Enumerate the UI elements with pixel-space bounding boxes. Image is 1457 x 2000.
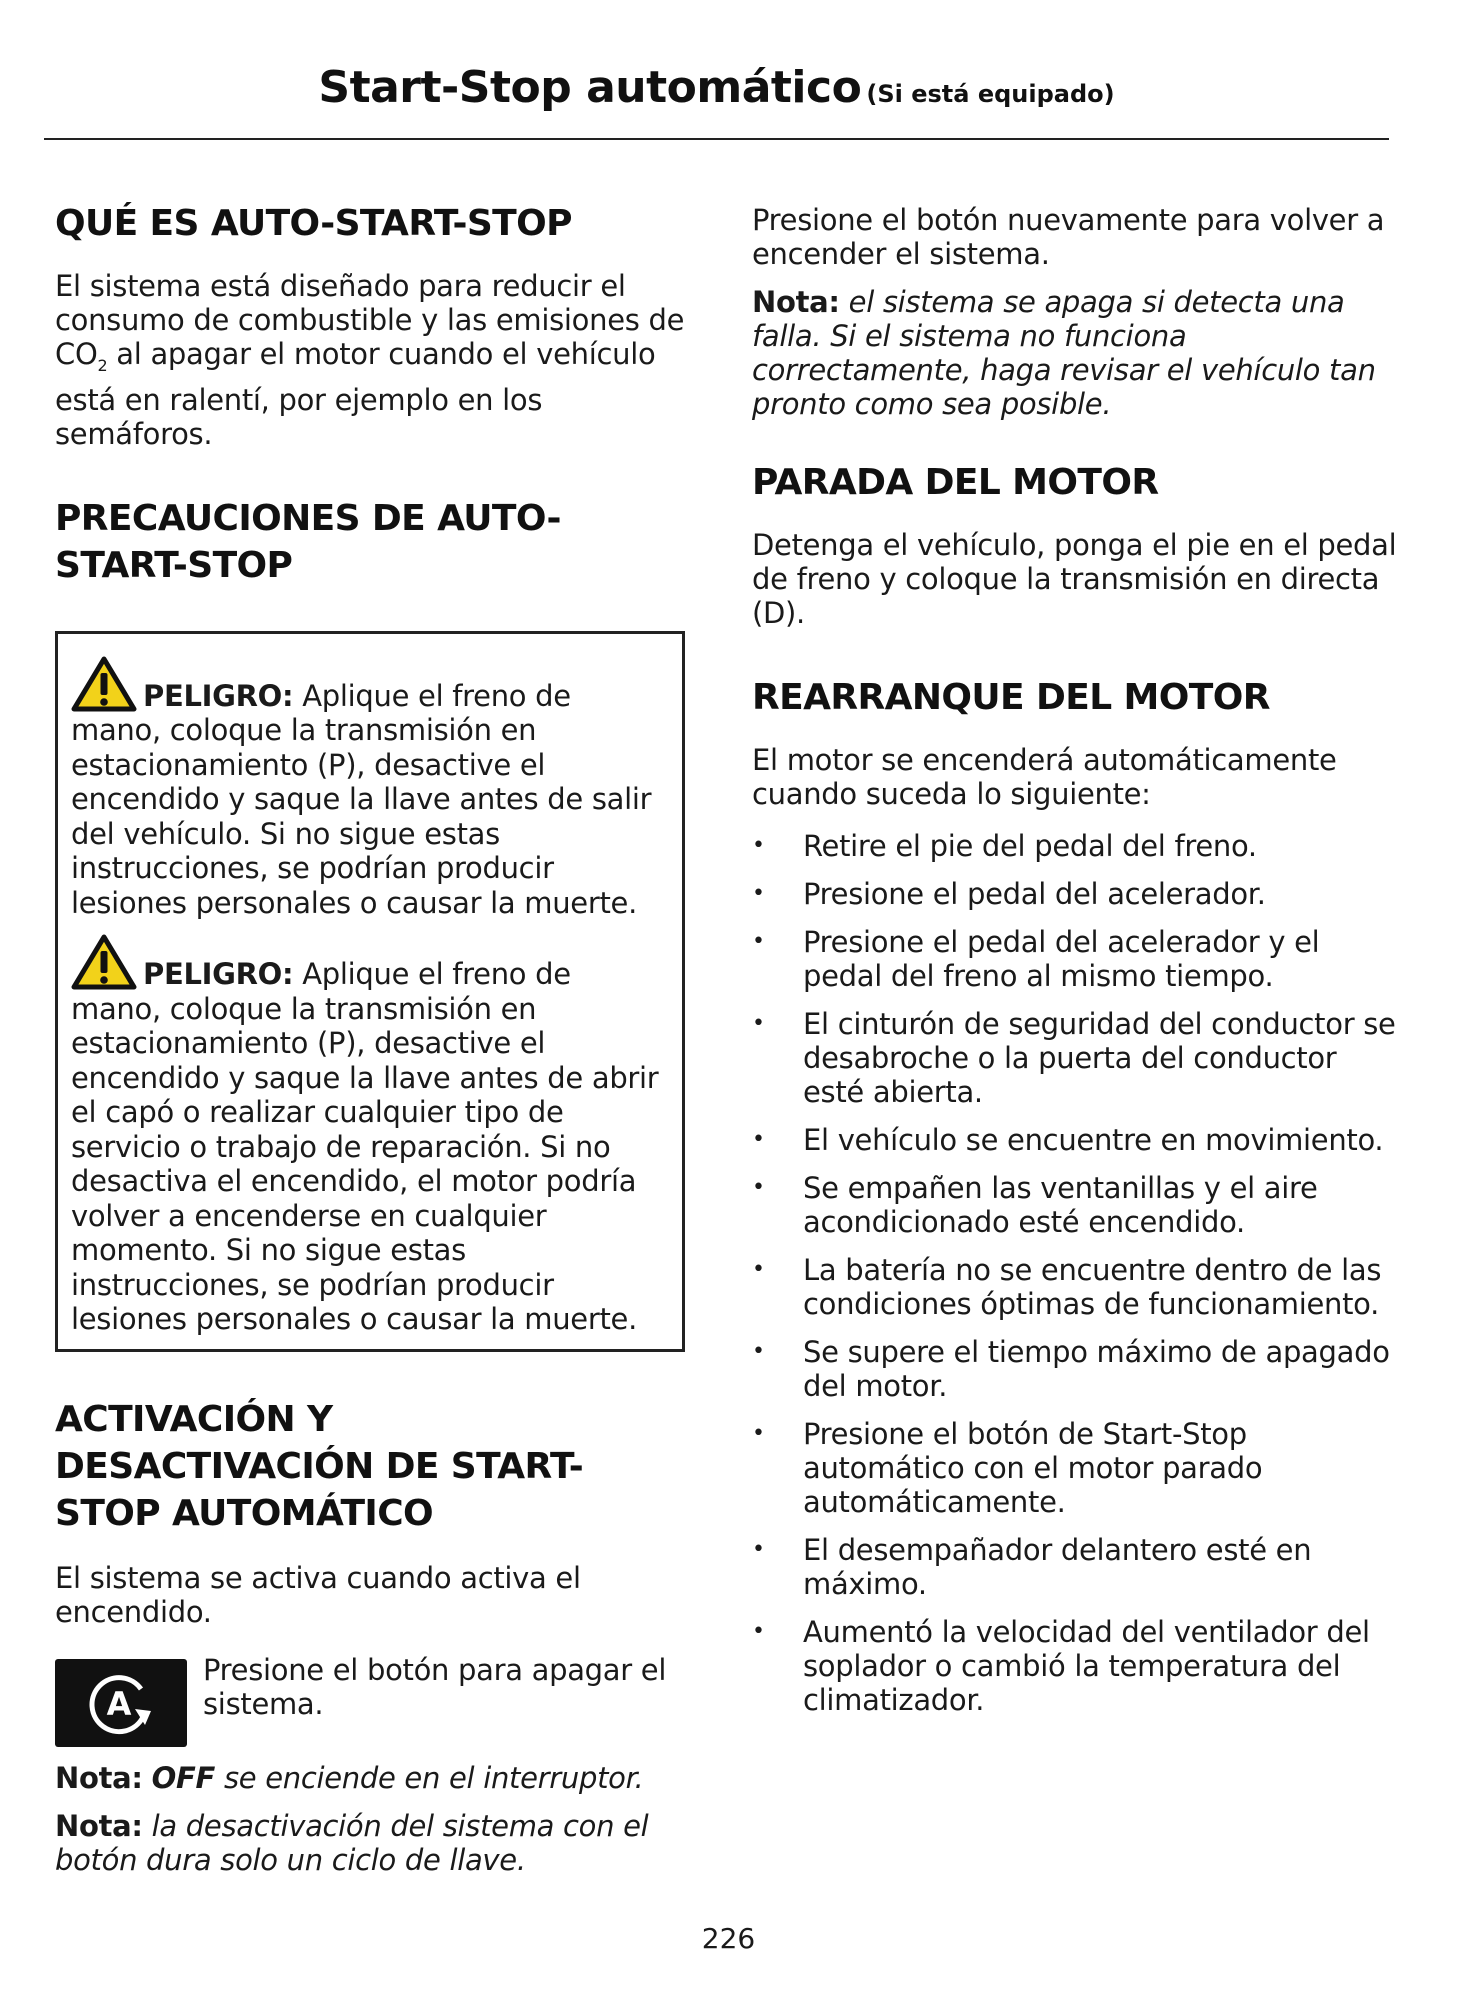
heading-precauciones: PRECAUCIONES DE AUTO- START-STOP bbox=[55, 497, 561, 586]
header-divider bbox=[44, 138, 1389, 140]
list-item-text: Presione el pedal del acelerador y el pedal del freno al mismo tiempo. bbox=[803, 925, 1320, 993]
restart-conditions-list bbox=[752, 829, 1397, 1717]
bullet-icon: • bbox=[752, 1011, 765, 1036]
warning-2: PELIGRO: Aplique el freno de mano, coloque la transmisión en estacionamiento (P), desactive el encendido y saque la llave antes de abrir el capó o realizar cualquier tipo de servicio o trabajo de reparación. Si no desactiva el encendido, el motor podría volver a encenderse en cualquier momento. Si no sigue estas instrucciones, se podrían producir lesiones personales o causar la muerte. bbox=[71, 934, 669, 1337]
right-column bbox=[752, 203, 1397, 1717]
list-item-text: Presione el pedal del acelerador. bbox=[803, 877, 1266, 911]
warning-box bbox=[55, 631, 685, 1352]
rearranque-intro: El motor se encenderá automáticamente cuando suceda lo siguiente: bbox=[752, 743, 1337, 811]
note-failure: Nota: el sistema se apaga si detecta una falla. Si el sistema no funciona correctamente, haga revisar el vehículo tan pronto como sea posible. bbox=[752, 285, 1376, 421]
list-item bbox=[752, 1417, 1397, 1519]
start-stop-button-row bbox=[55, 1652, 685, 1749]
list-item-text: Aumentó la velocidad del ventilador del soplador o cambió la temperatura del climatizador. bbox=[803, 1615, 1370, 1717]
list-item-text: Se empañen las ventanillas y el aire acondicionado esté encendido. bbox=[803, 1171, 1318, 1239]
bullet-icon: • bbox=[752, 1175, 765, 1200]
bullet-icon: • bbox=[752, 1339, 765, 1364]
bullet-icon: • bbox=[752, 1537, 765, 1562]
list-item-text: El desempañador delantero esté en máximo. bbox=[803, 1533, 1312, 1601]
list-item bbox=[752, 1253, 1397, 1321]
parada-body: Detenga el vehículo, ponga el pie en el pedal de freno y coloque la transmisión en directa (D). bbox=[752, 528, 1397, 630]
list-item bbox=[752, 925, 1397, 993]
heading-rearranque: REARRANQUE DEL MOTOR bbox=[752, 677, 1270, 718]
activacion-body: El sistema se activa cuando activa el encendido. bbox=[55, 1560, 581, 1629]
bullet-icon: • bbox=[752, 881, 765, 906]
bullet-icon: • bbox=[752, 929, 765, 954]
list-item-text: Presione el botón de Start-Stop automático con el motor parado automáticamente. bbox=[803, 1417, 1263, 1519]
list-item bbox=[752, 829, 1397, 863]
button-instruction: Presione el botón para apagar el sistema. bbox=[203, 1652, 667, 1721]
bullet-icon: • bbox=[752, 1619, 765, 1644]
list-item-text: El cinturón de seguridad del conductor se desabroche o la puerta del conductor esté abierta. bbox=[803, 1007, 1396, 1109]
reactivate-text: Presione el botón nuevamente para volver a encender el sistema. bbox=[752, 203, 1385, 271]
note-off: Nota: OFF se enciende en el interruptor. bbox=[55, 1760, 644, 1795]
bullet-icon: • bbox=[752, 833, 765, 858]
page-header bbox=[44, 62, 1389, 113]
list-item bbox=[752, 1335, 1397, 1403]
page-subtitle: (Si está equipado) bbox=[866, 80, 1115, 108]
que-es-body: El sistema está diseñado para reducir el consumo de combustible y las emisiones de $CO_2$ al apagar el motor cuando el vehículo está en ralentí, por ejemplo en los semáforos. bbox=[55, 269, 685, 451]
heading-que-es: QUÉ ES AUTO-START-STOP bbox=[55, 203, 572, 244]
list-item bbox=[752, 1171, 1397, 1239]
list-item bbox=[752, 1123, 1397, 1157]
note-key-cycle: Nota: la desactivación del sistema con el botón dura solo un ciclo de llave. bbox=[55, 1808, 649, 1877]
page-number: 226 bbox=[701, 1922, 756, 1955]
left-column bbox=[55, 200, 685, 1877]
page-title: Start-Stop automático bbox=[318, 62, 862, 113]
auto-start-stop-icon bbox=[55, 1659, 187, 1747]
warning-1: PELIGRO: Aplique el freno de mano, coloque la transmisión en estacionamiento (P), desactive el encendido y saque la llave antes de salir del vehículo. Si no sigue estas instrucciones, se podrían producir lesiones personales o causar la muerte. bbox=[71, 656, 669, 921]
list-item bbox=[752, 1533, 1397, 1601]
heading-parada: PARADA DEL MOTOR bbox=[752, 462, 1159, 503]
warning-triangle-icon bbox=[71, 934, 137, 990]
bullet-icon: • bbox=[752, 1421, 765, 1446]
list-item-text: Se supere el tiempo máximo de apagado del motor. bbox=[803, 1335, 1390, 1403]
list-item-text: Retire el pie del pedal del freno. bbox=[803, 829, 1257, 863]
heading-activacion: ACTIVACIÓN Y DESACTIVACIÓN DE START- STOP AUTOMÁTICO bbox=[55, 1398, 584, 1534]
list-item bbox=[752, 1615, 1397, 1717]
svg-text:A: A bbox=[106, 1684, 132, 1723]
list-item-text: El vehículo se encuentre en movimiento. bbox=[803, 1123, 1384, 1157]
list-item bbox=[752, 1007, 1397, 1109]
list-item-text: La batería no se encuentre dentro de las condiciones óptimas de funcionamiento. bbox=[803, 1253, 1382, 1321]
bullet-icon: • bbox=[752, 1257, 765, 1282]
bullet-icon: • bbox=[752, 1127, 765, 1152]
warning-triangle-icon bbox=[71, 656, 137, 712]
list-item bbox=[752, 877, 1397, 911]
